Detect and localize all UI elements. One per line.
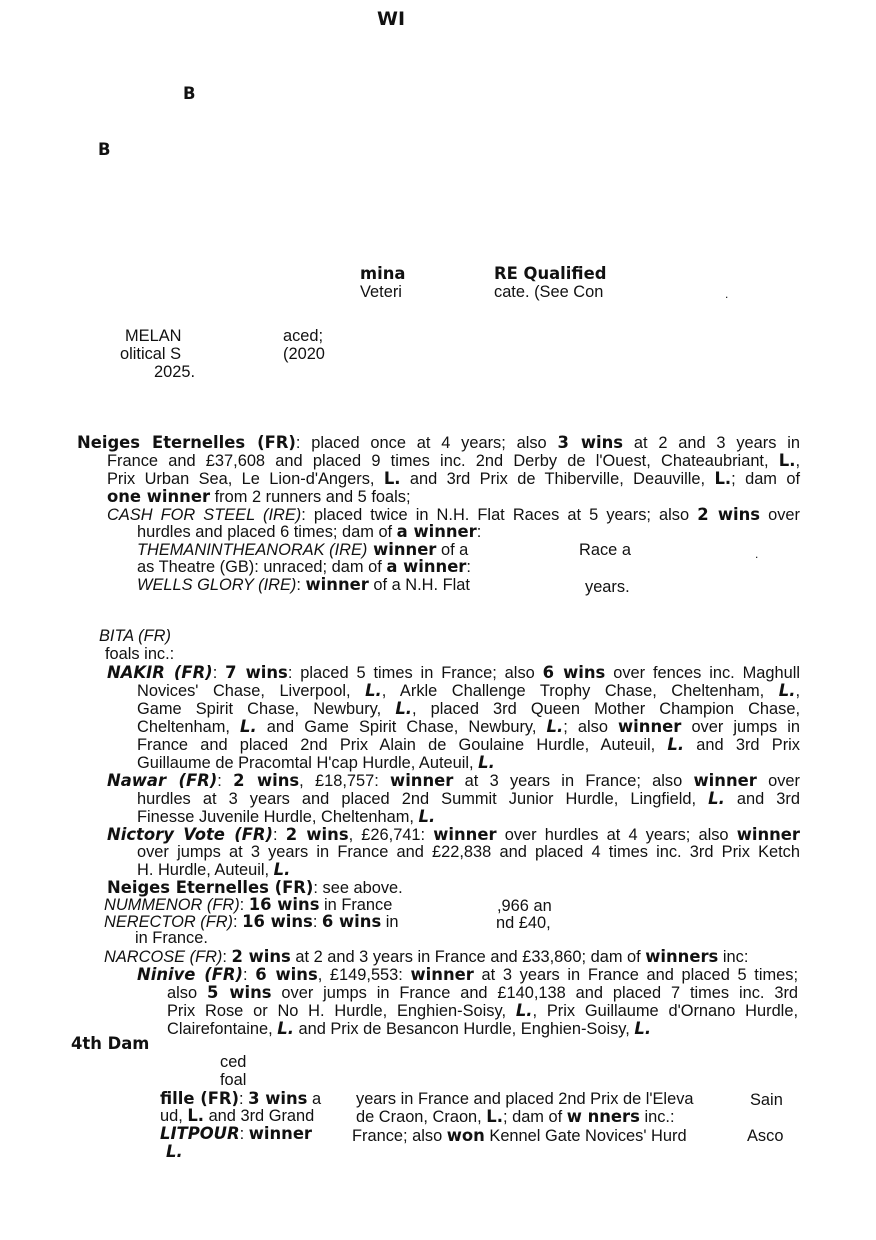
neiges-line-4: one winner from 2 runners and 5 foals;: [107, 487, 411, 506]
themanintheanorak-right: Race a: [579, 541, 631, 559]
mid-frag-2: (2020: [283, 345, 325, 363]
fourth-dam-right-1: Sain: [750, 1091, 783, 1109]
wells-glory-right: years.: [585, 578, 630, 596]
horse-name: CASH FOR STEEL (IRE): [107, 506, 302, 524]
col1-text: Veteri: [360, 283, 402, 301]
fragment-b1: B: [183, 84, 196, 103]
horse-name: WELLS GLORY (IRE): [137, 576, 297, 594]
ninive-line-1: Ninive (FR): 6 wins, £149,553: winner at 3 years in France and placed 5 times;: [137, 965, 798, 984]
nerector-line-2: in France.: [135, 929, 208, 947]
fourth-dam-foal: foal: [220, 1071, 247, 1089]
fille-line: fille (FR): 3 wins a: [160, 1089, 322, 1108]
horse-name: Ninive (FR): [137, 965, 244, 984]
cash-line-2: hurdles and placed 6 times; dam of a winner:: [137, 522, 482, 541]
page-title-fragment: WI: [377, 8, 406, 30]
narcose-line: NARCOSE (FR): 2 wins at 2 and 3 years in France and £33,860; dam of winners inc:: [104, 947, 749, 966]
nictory-line-1: Nictory Vote (FR): 2 wins, £26,741: winner over hurdles at 4 years; also winner: [107, 825, 800, 844]
col2-text: cate. (See Con: [494, 283, 604, 301]
ninive-line-3: Prix Rose or No H. Hurdle, Enghien-Soisy, L., Prix Guillaume d'Ornano Hurdle,: [167, 1001, 798, 1020]
nakir-line-1: NAKIR (FR): 7 wins: placed 5 times in France; also 6 wins over fences inc. Maghull: [107, 663, 801, 682]
horse-name: Neiges Eternelles (FR): [77, 433, 296, 452]
nerector-right: nd £40,: [496, 914, 551, 932]
horse-name: Neiges Eternelles (FR): [107, 878, 314, 897]
fourth-dam-right-3: Asco: [747, 1127, 784, 1145]
horse-name: THEMANINTHEANORAK (IRE): [137, 541, 368, 559]
nakir-line-4: Cheltenham, L. and Game Spirit Chase, Newbury, L.; also winner over jumps in: [137, 717, 800, 736]
nictory-line-2: over jumps at 3 years in France and £22,838 and placed 4 times inc. 3rd Prix Ketch: [137, 843, 800, 861]
left-frag-1: MELAN: [125, 327, 182, 345]
litpour-line: LITPOUR: winner: [160, 1124, 313, 1143]
left-frag-2: olitical S: [120, 345, 182, 363]
horse-name: LITPOUR: [160, 1124, 240, 1143]
nawar-line-3: Finesse Juvenile Hurdle, Cheltenham, L.: [137, 807, 436, 826]
cash-line-1: CASH FOR STEEL (IRE): placed twice in N.H. Flat Races at 5 years; also 2 wins over: [107, 505, 800, 524]
nakir-line-5: France and placed 2nd Prix Alain de Goulaine Hurdle, Auteuil, L. and 3rd Prix: [137, 735, 800, 754]
nawar-line-2: hurdles at 3 years and placed 2nd Summit Junior Hurdle, Lingfield, L. and 3rd: [137, 789, 800, 808]
fourth-dam-mid-3: France; also won Kennel Gate Novices' Hurd: [352, 1126, 687, 1145]
fragment-b2: B: [98, 140, 111, 159]
fourth-dam-mid-2: de Craon, Craon, L.; dam of w nners inc.:: [356, 1107, 675, 1126]
litpour-l: L.: [166, 1142, 183, 1161]
nakir-line-2: Novices' Chase, Liverpool, L., Arkle Challenge Trophy Chase, Cheltenham, L.,: [137, 681, 800, 700]
neiges-see-above: Neiges Eternelles (FR): see above.: [107, 878, 403, 897]
ninive-line-2: also 5 wins over jumps in France and £140,138 and placed 7 times inc. 3rd: [167, 983, 799, 1002]
nummenor-line: NUMMENOR (FR): 16 wins in France: [104, 895, 393, 914]
as-theatre-line: as Theatre (GB): unraced; dam of a winner:: [137, 557, 471, 576]
fourth-dam-ced: ced: [220, 1053, 247, 1071]
horse-name: Nictory Vote (FR): [107, 825, 274, 844]
horse-name: NUMMENOR (FR): [104, 896, 240, 914]
col2-bold: RE Qualified: [494, 264, 607, 283]
neiges-line-3: Prix Urban Sea, Le Lion-d'Angers, L. and 3rd Prix de Thiberville, Deauville, L.; dam of: [107, 469, 800, 488]
bita-name: BITA (FR): [99, 627, 171, 645]
stray-dot: .: [725, 287, 729, 301]
horse-name: Nawar (FR): [107, 771, 218, 790]
neiges-line-2: France and £37,608 and placed 9 times inc. 2nd Derby de l'Ouest, Chateaubriant, L.,: [107, 451, 800, 470]
nawar-line-1: Nawar (FR): 2 wins, £18,757: winner at 3 years in France; also winner over: [107, 771, 801, 790]
nakir-line-6: Guillaume de Pracomtal H'cap Hurdle, Auteuil, L.: [137, 753, 495, 772]
horse-name: fille (FR): [160, 1089, 240, 1108]
neiges-line-1: Neiges Eternelles (FR): placed once at 4 years; also 3 wins at 2 and 3 years in: [77, 433, 800, 452]
horse-name: NARCOSE (FR): [104, 948, 223, 966]
ud-line: ud, L. and 3rd Grand: [160, 1106, 315, 1125]
themanintheanorak-dot: .: [755, 547, 759, 561]
nictory-line-3: H. Hurdle, Auteuil, L.: [137, 860, 291, 879]
ninive-line-4: Clairefontaine, L. and Prix de Besancon Hurdle, Enghien-Soisy, L.: [167, 1019, 652, 1038]
mid-frag-1: aced;: [283, 327, 324, 345]
section-heading-4th-dam: 4th Dam: [71, 1034, 150, 1053]
col1-bold: mina: [360, 264, 406, 283]
nummenor-right: ,966 an: [497, 897, 552, 915]
left-frag-3: 2025.: [154, 363, 196, 381]
fourth-dam-mid-1: years in France and placed 2nd Prix de l'Eleva: [356, 1090, 694, 1108]
bita-foals: foals inc.:: [105, 645, 175, 663]
horse-name: NERECTOR (FR): [104, 913, 233, 931]
themanintheanorak-line: THEMANINTHEANORAK (IRE) winner of a: [137, 540, 469, 559]
nakir-line-3: Game Spirit Chase, Newbury, L., placed 3rd Queen Mother Champion Chase,: [137, 699, 801, 718]
wells-glory-line: WELLS GLORY (IRE): winner of a N.H. Flat: [137, 575, 470, 594]
nerector-line-1: NERECTOR (FR): 16 wins: 6 wins in: [104, 912, 399, 931]
horse-name: NAKIR (FR): [107, 663, 213, 682]
